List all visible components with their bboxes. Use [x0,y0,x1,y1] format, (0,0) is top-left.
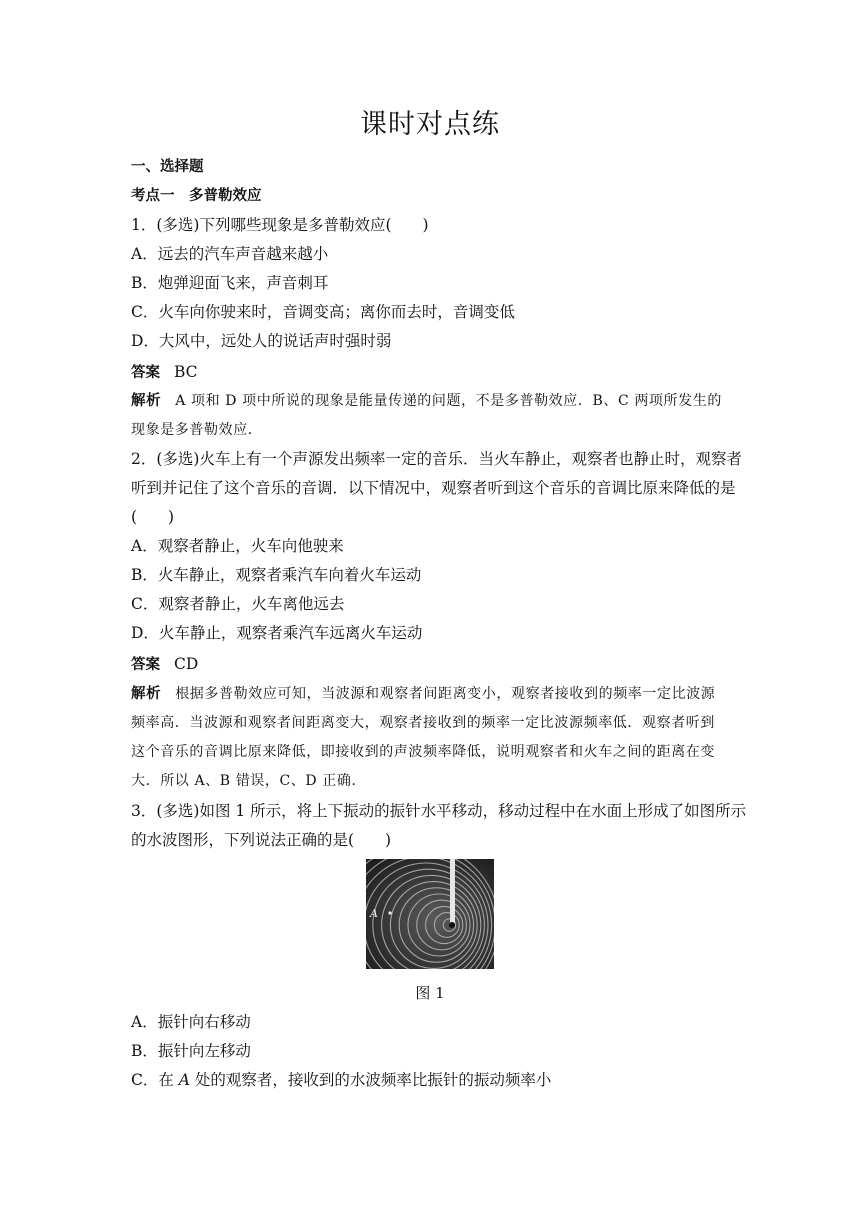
q1-stem: 1．(多选)下列哪些现象是多普勒效应( ) [131,216,429,234]
q2-analysis-line-2: 频率高．当波源和观察者间距离变大，观察者接收到的频率一定比波源频率低．观察者听到 [131,715,715,731]
q1-analysis-line-1 [131,391,731,411]
q1-analysis-text-1: A 项和 D 项中所说的现象是能量传递的问题，不是多普勒效应．B、C 两项所发生的 [175,393,722,409]
figure-point-label: A [370,907,378,920]
q1-option-c: C．火车向你驶来时，音调变高；离你而去时，音调变低 [131,303,515,321]
q2-answer-label: 答案 [131,657,160,673]
q3-stem-line-2: 的水波图形，下列说法正确的是( ) [131,831,392,849]
topic-heading: 考点一 多普勒效应 [131,188,262,204]
q1-option-d: D．大风中，远处人的说话声时强时弱 [131,332,392,350]
q2-stem-line-1: 2．(多选)火车上有一个声源发出频率一定的音乐．当火车静止，观察者也静止时，观察者 [131,450,742,468]
q1-analysis-line-2: 现象是多普勒效应． [131,422,263,438]
q3-option-a: A．振针向右移动 [131,1013,251,1031]
q1-answer [131,362,731,383]
q3-option-b: B．振针向左移动 [131,1042,251,1060]
q2-analysis-line-1 [131,684,731,704]
q2-stem-line-2: 听到并记住了这个音乐的音调．以下情况中，观察者听到这个音乐的音调比原来降低的是 [131,479,736,497]
q2-option-b: B．火车静止，观察者乘汽车向着火车运动 [131,566,422,584]
q1-analysis-label: 解析 [131,393,162,409]
q2-analysis-text-1: 根据多普勒效应可知，当波源和观察者间距离变小，观察者接收到的频率一定比波源 [175,686,716,702]
point-a-marker [388,911,391,914]
q1-option-a: A．远去的汽车声音越来越小 [131,245,329,263]
q2-option-c: C．观察者静止，火车离他远去 [131,595,345,613]
q2-stem-line-3: ( ) [131,508,175,526]
q2-analysis-line-3: 这个音乐的音调比原来降低，即接收到的声波频率降低，说明观察者和火车之间的距离在变 [131,744,715,760]
q1-answer-value: BC [174,363,198,381]
q2-option-d: D．火车静止，观察者乘汽车远离火车运动 [131,624,423,642]
q1-answer-label: 答案 [131,365,160,381]
vibrating-needle-shape [450,859,455,923]
water-wave-figure [366,859,494,969]
q3-option-c-var: A [178,1071,190,1089]
q1-option-b: B．炮弹迎面飞来，声音刺耳 [131,274,329,292]
q2-analysis-line-4: 大．所以 A、B 错误，C、D 正确． [131,773,367,789]
q2-answer [131,654,731,675]
q3-stem-line-1: 3．(多选)如图 1 所示，将上下振动的振针水平移动，移动过程中在水面上形成了如图所示 [131,802,747,820]
q3-option-c [131,1070,731,1090]
q3-option-c-prefix: C．在 [131,1071,179,1089]
q2-answer-value: CD [174,655,199,673]
q3-option-c-suffix: 处的观察者，接收到的水波频率比振针的振动频率小 [190,1071,552,1089]
section-heading: 一、选择题 [131,159,204,175]
figure-caption: 图 1 [415,984,445,1002]
q2-option-a: A．观察者静止，火车向他驶来 [131,537,344,555]
q2-analysis-label: 解析 [131,686,162,702]
page-title: 课时对点练 [360,109,500,140]
